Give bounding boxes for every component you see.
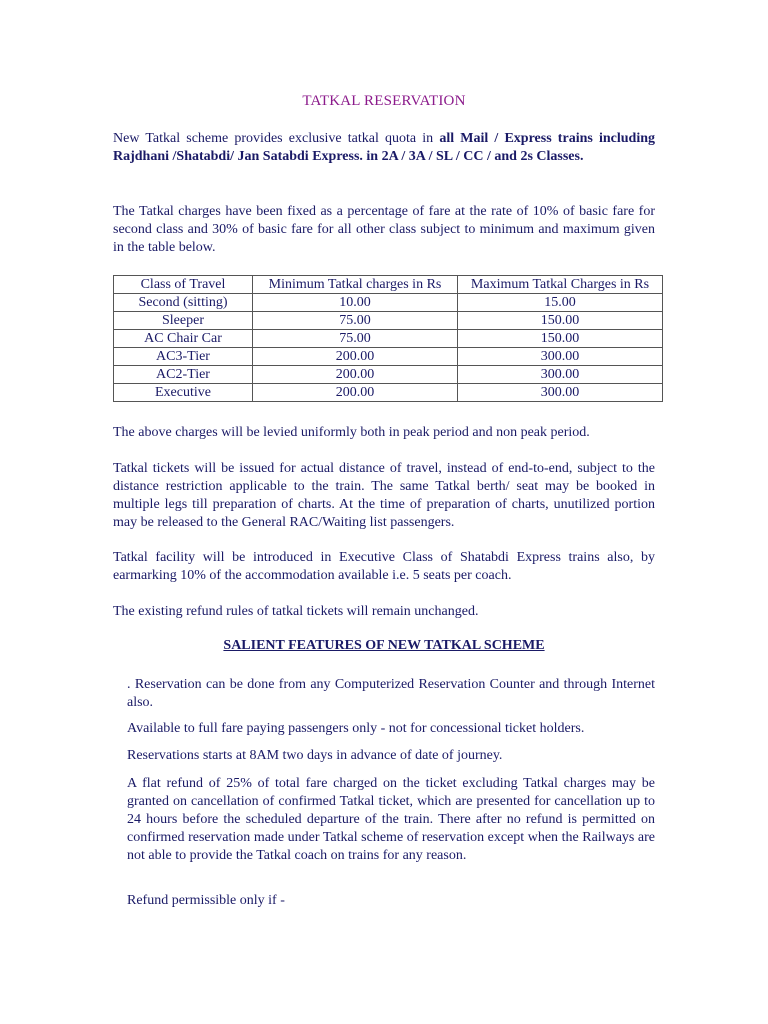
table-row [114, 312, 663, 330]
levied-paragraph: The above charges will be levied uniformly both in peak period and non peak period. [113, 425, 590, 440]
cell-class: Second (sitting) [114, 294, 253, 312]
executive-paragraph: Tatkal facility will be introduced in Executive Class of Shatabdi Express trains also, by earmarking 10% of the accommodation available i.e. 5 seats per coach. [113, 550, 655, 583]
cell-class: Sleeper [114, 312, 253, 330]
header-max: Maximum Tatkal Charges in Rs [458, 276, 663, 294]
cell-min: 10.00 [253, 294, 458, 312]
page-title: TATKAL RESERVATION [302, 93, 466, 109]
table-header-row [114, 276, 663, 294]
cell-min: 200.00 [253, 384, 458, 402]
cell-max: 300.00 [458, 348, 663, 366]
table-row [114, 384, 663, 402]
intro-paragraph [113, 130, 655, 166]
header-class: Class of Travel [114, 276, 253, 294]
feature-item: Refund permissible only if - [127, 893, 285, 908]
table-row [114, 294, 663, 312]
refund-rules-paragraph: The existing refund rules of tatkal tickets will remain unchanged. [113, 604, 479, 619]
cell-max: 150.00 [458, 330, 663, 348]
cell-max: 15.00 [458, 294, 663, 312]
cell-class: Executive [114, 384, 253, 402]
table-row [114, 348, 663, 366]
cell-max: 300.00 [458, 384, 663, 402]
tatkal-charges-table [113, 275, 663, 402]
feature-item: Reservations starts at 8AM two days in advance of date of journey. [127, 748, 503, 763]
cell-min: 200.00 [253, 366, 458, 384]
feature-item: A flat refund of 25% of total fare charged on the ticket excluding Tatkal charges may be granted on cancellation of confirmed Tatkal ticket, which are presented for cancellation up to 24 hours before the scheduled departure of the train. There after no refund is permitted on confirmed reservation made under Tatkal scheme of reservation except when the Railways are not able to provide the Tatkal coach on trains for any reason. [127, 776, 655, 863]
cell-max: 150.00 [458, 312, 663, 330]
feature-item: . Reservation can be done from any Computerized Reservation Counter and through Internet also. [127, 677, 655, 710]
intro-bold: all Mail / Express trains including Rajdhani /Shatabdi/ Jan Satabdi Express. in 2A / 3A / SL / CC / and 2s Classes. [113, 131, 655, 164]
header-min: Minimum Tatkal charges in Rs [253, 276, 458, 294]
feature-item: Available to full fare paying passengers only - not for concessional ticket holders. [127, 721, 585, 736]
distance-paragraph: Tatkal tickets will be issued for actual distance of travel, instead of end-to-end, subject to the distance restriction applicable to the train. The same Tatkal berth/ seat may be booked in multiple legs till preparation of charts. At the time of preparation of charts, unutilized portion may be released to the General RAC/Waiting list passengers. [113, 461, 655, 530]
cell-min: 200.00 [253, 348, 458, 366]
cell-class: AC3-Tier [114, 348, 253, 366]
cell-min: 75.00 [253, 312, 458, 330]
cell-class: AC Chair Car [114, 330, 253, 348]
charges-paragraph: The Tatkal charges have been fixed as a percentage of fare at the rate of 10% of basic fare for second class and 30% of basic fare for all other class subject to minimum and maximum given in the table below. [113, 204, 655, 255]
intro-lead: New Tatkal scheme provides exclusive tatkal quota in [113, 131, 440, 146]
cell-max: 300.00 [458, 366, 663, 384]
table-row [114, 366, 663, 384]
salient-features-heading: SALIENT FEATURES OF NEW TATKAL SCHEME [223, 638, 545, 653]
cell-min: 75.00 [253, 330, 458, 348]
table-row [114, 330, 663, 348]
cell-class: AC2-Tier [114, 366, 253, 384]
